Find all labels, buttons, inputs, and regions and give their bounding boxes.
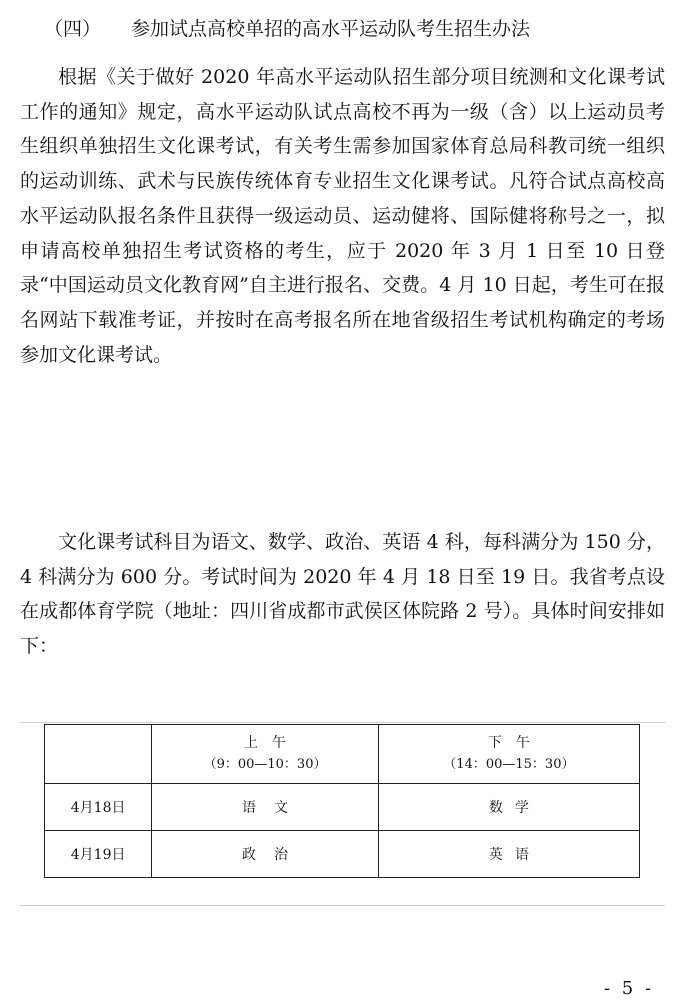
table-header-row xyxy=(45,725,640,784)
morning-label: 上午 xyxy=(244,735,301,751)
paragraph-registration: 根据《关于做好 2020 年高水平运动队招生部分项目统测和文化课考试工作的通知》规定，高水平运动队试点高校不再为一级（含）以上运动员考生组织单独招生文化课考试，有关考生需参加国家体育总局科教司统一组织的运动训练、武术与民族传统体育专业招生文化课考试。凡符合试点高校高水平运动队报名条件且获得一级运动员、运动健将、国际健将称号之一，拟申请高校单独招生考试资格的考生，应于 2020 年 3 月 1 日至 10 日登录“中国运动员文化教育网”自主进行报名、交费。4 月 10 日起，考生可在报名网站下载准考证，并按时在高考报名所在地省级招生考试机构确定的考场参加文化课考试。 xyxy=(20,66,665,366)
page-number: - 5 - xyxy=(604,978,655,999)
morning-time: （9：00—10：30） xyxy=(203,757,327,772)
afternoon-subject: 英语 xyxy=(488,847,541,863)
section-title: 参加试点高校单招的高水平运动队考生招生办法 xyxy=(131,18,531,40)
date-cell: 4月19日 xyxy=(45,831,152,878)
morning-subject: 政治 xyxy=(242,847,307,863)
table-bottom-rule xyxy=(20,905,665,906)
table-row xyxy=(45,784,640,831)
morning-subject-cell xyxy=(152,831,379,878)
morning-subject: 语文 xyxy=(242,800,307,816)
table-top-rule xyxy=(20,722,665,723)
afternoon-subject: 数学 xyxy=(488,800,541,816)
afternoon-time: （14：00—15：30） xyxy=(443,757,575,772)
section-number: （四） xyxy=(44,18,102,40)
header-morning-cell xyxy=(152,725,379,784)
section-heading xyxy=(44,12,654,46)
header-empty-cell xyxy=(45,725,152,784)
table-row xyxy=(45,831,640,878)
afternoon-subject-cell xyxy=(378,784,639,831)
afternoon-subject-cell xyxy=(378,831,639,878)
afternoon-label: 下午 xyxy=(487,735,544,751)
exam-schedule-table xyxy=(44,724,640,878)
morning-subject-cell xyxy=(152,784,379,831)
header-afternoon-cell xyxy=(378,725,639,784)
paragraph-exam-subjects: 文化课考试科目为语文、数学、政治、英语 4 科，每科满分为 150 分，4 科满分为 600 分。考试时间为 2020 年 4 月 18 日至 19 日。我省考点设在成都体育学院（地址：四川省成都市武侯区体院路 2 号）。具体时间安排如下： xyxy=(20,531,665,658)
date-cell: 4月18日 xyxy=(45,784,152,831)
